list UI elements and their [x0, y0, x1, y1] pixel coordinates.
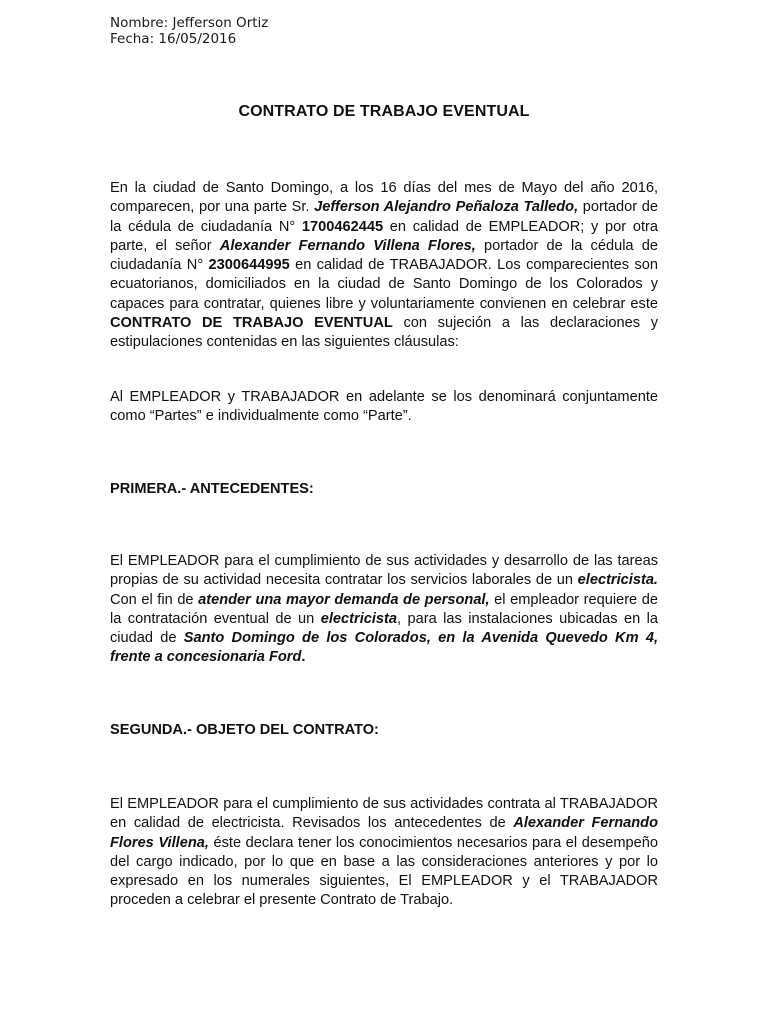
clause1-emph: atender una mayor demanda de personal, [198, 591, 490, 608]
intro-text: portador de la cédula de ciudadanía N° [110, 237, 658, 274]
employer-name: Jefferson Alejandro Peñaloza Talledo, [314, 199, 579, 216]
intro-text: en calidad de TRABAJADOR. Los comparecientes son ecuatorianos, domiciliados en la ciudad de Santo Domingo de los Colorados y capaces para contratar, quienes libre y voluntariamente convienen en celebrar este [110, 257, 658, 312]
clause-heading-primera: PRIMERA.- ANTECEDENTES: [110, 481, 314, 497]
parties-text: Al EMPLEADOR y TRABAJADOR en adelante se los denominará conjuntamente como “Partes” e individualmente como “Parte”. [110, 389, 658, 425]
intro-text: En la ciudad de Santo Domingo, a los 16 días del mes de Mayo del año 2016, comparecen, por una parte Sr. [110, 180, 658, 216]
parties-paragraph [110, 388, 658, 427]
clause2-paragraph [110, 795, 658, 911]
intro-paragraph [110, 179, 658, 353]
clause1-paragraph [110, 552, 658, 668]
clause1-period: . [301, 649, 306, 666]
intro-text: con sujeción a las declaraciones y estipulaciones contenidas en las siguientes cláusulas: [110, 315, 658, 351]
clause2-worker-name: Alexander Fernando Flores Villena, [110, 815, 658, 851]
contract-name: CONTRATO DE TRABAJO EVENTUAL [110, 315, 393, 332]
worker-id: 2300644995 [208, 257, 290, 274]
clause2-text: éste declara tener los conocimientos necesarios para el desempeño del cargo indicado, por lo que en base a las consideraciones anteriores y por lo expresado en los numerales siguientes, El EMPLEADOR y el TRABAJADOR proceden a celebrar el presente Contrato de Trabajo. [110, 834, 658, 909]
date-line: Fecha: 16/05/2016 [110, 31, 237, 47]
document-title: CONTRATO DE TRABAJO EVENTUAL [238, 103, 530, 120]
clause-heading-segunda: SEGUNDA.- OBJETO DEL CONTRATO: [110, 722, 379, 738]
clause1-emph: electricista. [577, 572, 658, 589]
document-header [110, 15, 268, 47]
employer-id: 1700462445 [301, 218, 384, 235]
intro-text: portador de la cédula de ciudadanía N° [110, 199, 659, 235]
clause1-text: El EMPLEADOR para el cumplimiento de sus actividades y desarrollo de las tareas propias de su actividad necesita contratar los servicios laborales de un [110, 553, 658, 589]
clause1-location: Santo Domingo de los Colorados, en la Avenida Quevedo Km 4, frente a concesionaria Ford [110, 630, 658, 666]
clause1-text: , para las instalaciones ubicadas en la ciudad de [110, 610, 658, 647]
worker-name: Alexander Fernando Villena Flores, [219, 237, 476, 254]
clause2-text: El EMPLEADOR para el cumplimiento de sus actividades contrata al TRABAJADOR en calidad de electricista. Revisados los antecedentes de [110, 796, 658, 832]
name-line: Nombre: Jefferson Ortiz [110, 15, 269, 31]
clause1-text: Con el fin de [110, 591, 199, 608]
clause1-text: el empleador requiere de la contratación eventual de un [110, 591, 659, 627]
clause1-emph: electricista [320, 610, 398, 627]
intro-text: en calidad de EMPLEADOR; y por otra parte, el señor [110, 218, 658, 254]
